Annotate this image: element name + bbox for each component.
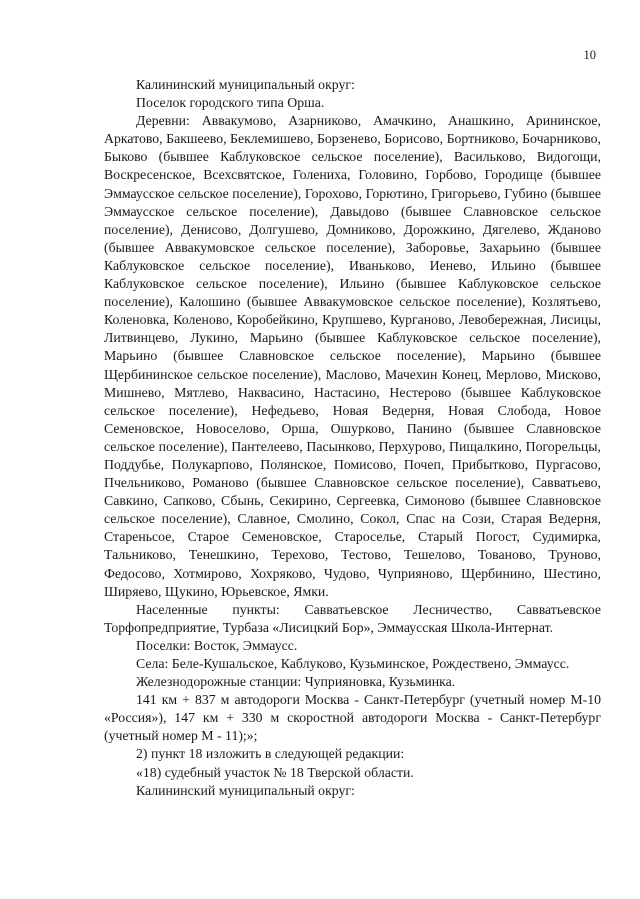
- district-heading: Калининский муниципальный округ:: [136, 77, 355, 92]
- amendment-item-2: 2) пункт 18 изложить в следующей редакции:: [136, 746, 405, 762]
- villages-list: Деревни: Аввакумово, Азарниково, Амачкино, Анашкино, Арининское, Аркатово, Бакшеево, Беклемишево, Борзенево, Борисово, Бортниково, Бочарниково, Быково (бывшее Каблуковское сельское поселение), Васильково, Видогощи, Воскресенское, Всехсвятское, Голениха, Головино, Горбово, Городище (бывшее Эммаусское сельское поселение), Горохово, Горютино, Григорьево, Губино (бывшее Эммаусское сельское поселение), Давыдово (бывшее Славновское сельское поселение), Денисово, Долгушево, Домниково, Дорожкино, Дягелево, Жданово (бывшее Аввакумовское сельское поселение), Заборовье, Захарьино (бывшее Каблуковское сельское поселение), Иваньково, Иенево, Ильино (бывшее Каблуковское сельское поселение), Ильино (бывшее Каблуковское сельское поселение), Калошино (бывшее Аввакумовское сельское поселение), Козлятьево, Коленовка, Коленово, Коробейкино, Крупшево, Курганово, Левобережная, Лисицы, Литвинцево, Лукино, Марьино (бывшее Каблуковское сельское поселение), Марьино (бывшее Славновское сельское поселение), Марьино (бывшее Щербининское сельское поселение), Маслово, Мачехин Конец, Мерлово, Мисково, Мишнево, Мятлево, Наквасино, Настасино, Нестерово (бывшее Каблуковское сельское поселение), Нефедьево, Новая Ведерня, Новая Слобода, Новое Семеновское, Новоселово, Орша, Ошурково, Панино (бывшее Славновское сельское поселение), Пантелеево, Пасынково, Перхурово, Пищалкино, Погорельцы, Поддубье, Полукарпово, Полянское, Помисово, Почеп, Прибытково, Пургасово, Пчельниково, Романово (бывшее Славновское сельское поселение), Савватьево, Савкино, Сапково, Сбынь, Секирино, Сергеевка, Симоново (бывшее Славновское сельское поселение), Славное, Смолино, Сокол, Спас на Сози, Старая Ведерня, Стареньсое, Старое Семеновское, Староселье, Старый Погост, Судимирка, Тальниково, Тенешкино, Терехово, Тестово, Тешелово, Тованово, Труново, Федосово, Хотмирово, Хохряково, Чудово, Чуприяново, Щербинино, Шестино, Ширяево, Щукино, Юрьевское, Ямки.: [104, 113, 601, 599]
- judicial-district-heading: «18) судебный участок № 18 Тверской области.: [136, 764, 414, 780]
- railway-stations-list: Железнодорожные станции: Чуприяновка, Кузьминка.: [136, 674, 456, 690]
- selo-list: Села: Беле-Кушальское, Каблуково, Кузьминское, Рождествено, Эммаусс.: [136, 656, 570, 671]
- townships-list: Поселки: Восток, Эммаусс.: [136, 637, 298, 653]
- document-body: [104, 76, 601, 800]
- urban-settlement-line: Поселок городского типа Орша.: [136, 95, 325, 111]
- highway-segments: 141 км + 837 м автодороги Москва - Санкт-Петербург (учетный номер М-10 «Россия»), 147 км + 330 м скоростной автодороги Москва - Санкт-Петербург (учетный номер М - 11);»;: [104, 692, 601, 744]
- district-heading-2: Калининский муниципальный округ:: [136, 782, 355, 798]
- settlements-list: Населенные пункты: Савватьевское Лесничество, Савватьевское Торфопредприятие, Турбаза «Лисицкий Бор», Эммаусская Школа-Интернат.: [104, 601, 601, 635]
- page-number: 10: [583, 48, 596, 62]
